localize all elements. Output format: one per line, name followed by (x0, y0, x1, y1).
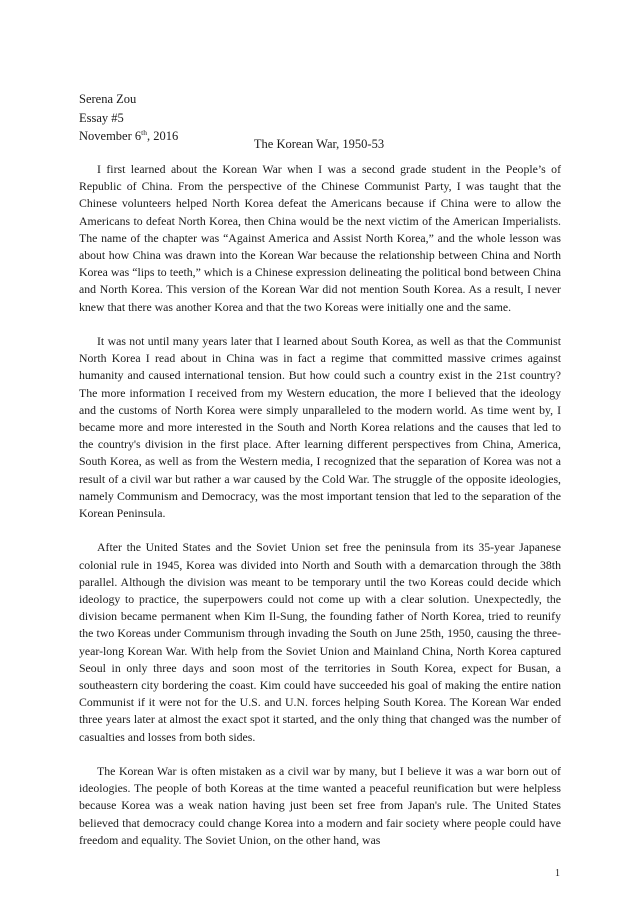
date-year: , 2016 (146, 129, 179, 143)
essay-title: The Korean War, 1950-53 (253, 137, 385, 151)
author-name: Serena Zou (79, 92, 137, 106)
paragraph: The Korean War is often mistaken as a civil war by many, but I believe it was a war born out of ideologies. The people of both Koreas at the time wanted a peaceful reunification but were helpless because Korea was a weak nation having just been set free from Japan's rule. The United States believed that democracy could change Korea into a modern and fair society where people could have freedom and equality. The Soviet Union, on the other hand, was (79, 764, 561, 847)
paragraph: I first learned about the Korean War when I was a second grade student in the People’s of Republic of China. From the perspective of the Chinese Communist Party, I was taught that the Chinese volunteers helped North Korea defeat the Americans because if China were to allow the Americans to defeat North Korea, then China would be the next victim of the American Imperialists. The name of the chapter was “Against America and Assist North Korea,” and the whole lesson was about how China was drawn into the Korean War because the relationship between China and North Korea was “lips to teeth,” which is a Chinese expression delineating the political bond between China and North Korea. This version of the Korean War did not mention South Korea. As a result, I never knew that there was another Korea and that the two Koreas were initially one and the same. (79, 162, 561, 314)
paragraph: After the United States and the Soviet Union set free the peninsula from its 35-year Japanese colonial rule in 1945, Korea was divided into North and South with a demarcation through the 38th parallel. Although the division was meant to be temporary until the two Koreas could decide which ideology to practice, the superpowers could not come up with a clear solution. Unexpectedly, the division became permanent when Kim Il-Sung, the founding father of North Korea, tried to reunify the two Koreas under Communism through invading the South on June 25th, 1950, causing the three-year-long Korean War. With help from the Soviet Union and Mainland China, North Korea captured Seoul in only three days and soon most of the territories in South Korea, expect for Busan, a southeastern city bordering the coast. Kim could have succeeded his goal of making the entire nation Communist if it were not for the U.S. and U.N. forces helping South Korea. The Korean War ended three years later at almost the exact spot it started, and the only thing that changed was the number of casualties and losses from both sides. (79, 540, 561, 744)
essay-body (79, 161, 561, 866)
date-month-day: November 6 (79, 129, 142, 143)
page-number: 1 (555, 868, 560, 879)
paragraph: It was not until many years later that I learned about South Korea, as well as that the Communist North Korea I read about in China was in fact a regime that committed massive crimes against humanity and caused international tension. But how could such a country exist in the 21st country? The more information I received from my Western education, the more I believed that the ideology and the customs of North Korea were simply unparalleled to the modern world. As time went by, I became more and more interested in the South and North Korea relations and the causes that led to the country's division in the first place. After learning different perspectives from China, America, South Korea, as well as from the Western media, I recognized that the separation of Korea was not a result of a civil war but rather a war caused by the Cold War. The struggle of the opposite ideologies, namely Communism and Democracy, was the most important tension that led to the separation of the Korean Peninsula. (79, 334, 561, 521)
essay-number: Essay #5 (79, 110, 124, 125)
date-ordinal: th (141, 127, 147, 137)
